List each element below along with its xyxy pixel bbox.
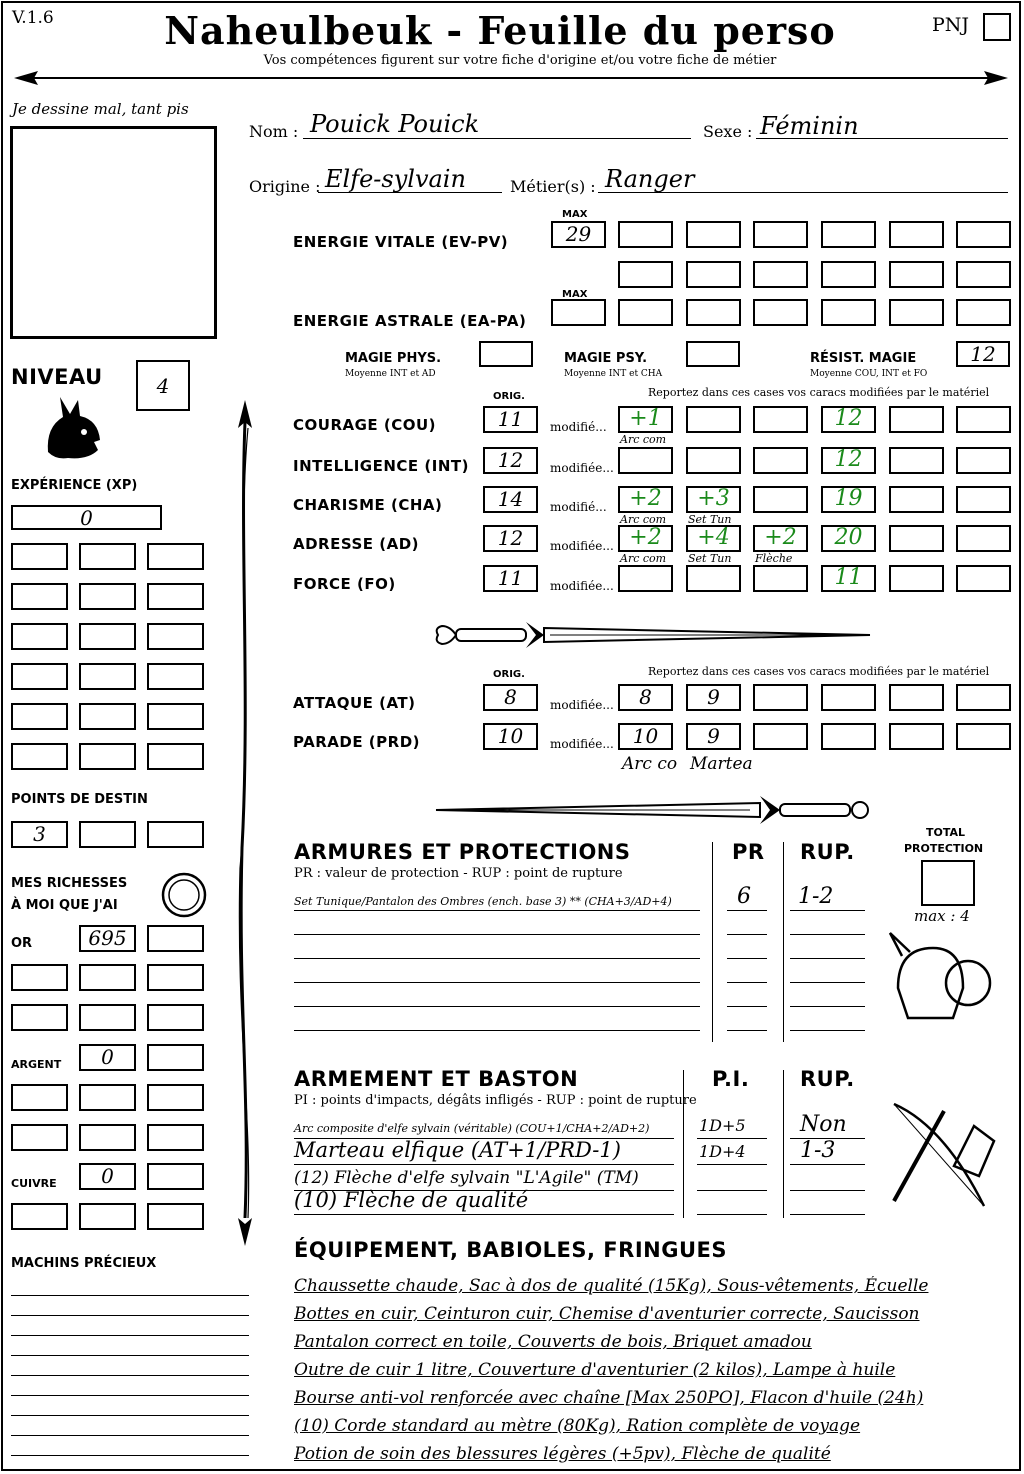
xp-box[interactable] [147,703,204,730]
magie-phys-box[interactable] [479,341,533,367]
argent-box-6[interactable] [11,1124,68,1151]
combat-mod-box[interactable] [889,723,944,750]
xp-box[interactable] [79,543,136,570]
cuivre-box-5[interactable] [147,1203,204,1230]
armor-pr-line[interactable] [727,934,767,935]
ev-label: ENERGIE VITALE (EV-PV) [293,233,509,251]
or-box-3[interactable] [11,964,68,991]
page-subtitle: Vos compétences figurent sur votre fiche d'origine et/ou votre fiche de métier [263,53,777,68]
stat-extra-box[interactable] [889,447,944,474]
pi-header: P.I. [712,1067,750,1091]
weapon-pi-line[interactable] [697,1164,767,1165]
ea-row-box-1[interactable] [686,299,741,326]
stat-mod-box[interactable]: +1 [618,406,673,433]
xp-box[interactable] [147,543,204,570]
stat-final-box[interactable]: 12 [821,447,876,474]
armor-rup-line[interactable] [790,934,865,935]
stat-extra-box[interactable] [889,486,944,513]
destin-box-1[interactable]: 3 [11,821,68,848]
pnj-label: PNJ [932,14,970,36]
stat-mod-box[interactable] [686,565,741,592]
weapon-line[interactable] [294,1164,674,1165]
armor-pr-line[interactable] [727,910,767,911]
metier-label: Métier(s) : [510,177,596,196]
precious-line[interactable] [11,1455,249,1456]
stat-mod-label: modifié... [550,420,607,434]
xp-box[interactable] [79,743,136,770]
weapon-name: Marteau elfique (AT+1/PRD-1) [294,1138,621,1162]
stat-mod-note: Set Tun [688,513,732,526]
stat-mod-note: Arc com [620,552,667,565]
armor-rup-line[interactable] [790,1030,865,1031]
page-title: Naheulbeuk - Feuille du perso [164,8,836,53]
resist-magie-note: Moyenne COU, INT et FO [810,369,928,379]
stat-mod-box[interactable] [753,406,808,433]
precious-line[interactable] [11,1435,249,1436]
weapon-pi-line[interactable] [697,1138,767,1139]
stat-extra-box[interactable] [889,565,944,592]
ev-max-label: MAX [562,209,588,220]
stat-orig-box[interactable]: 12 [483,525,538,552]
stat-label: COURAGE (COU) [293,416,437,434]
xp-box[interactable] [147,623,204,650]
equipment-line[interactable]: Potion de soin des blessures légères (+5pv), Flèche de qualité [294,1444,831,1464]
weapon-pi: 1D+4 [699,1142,746,1161]
xp-box[interactable] [79,703,136,730]
stat-mod-label: modifiée... [550,579,614,593]
combat-mod-box[interactable]: 8 [618,684,673,711]
precious-line[interactable] [11,1335,249,1336]
magie-phys-label: MAGIE PHYS. [345,351,442,366]
or-box-6[interactable] [11,1004,68,1031]
xp-box[interactable]: 0 [11,505,162,530]
rup-header-2: RUP. [800,1067,855,1091]
ea-row-box-3[interactable] [821,299,876,326]
orig-label: ORIG. [493,391,525,402]
armor-pr-line[interactable] [727,958,767,959]
ev-row1-box-5[interactable] [956,221,1011,248]
stat-mod-label: modifié... [550,500,607,514]
weapon-rup: 1-3 [800,1138,836,1163]
stat-orig-box[interactable]: 14 [483,486,538,513]
helmet-shield-icon [888,928,998,1033]
origine-value[interactable]: Elfe-sylvain [325,165,466,193]
armor-line[interactable] [294,1006,700,1007]
stat-mod-box[interactable] [618,447,673,474]
armor-line[interactable] [294,934,700,935]
argent-box[interactable]: 0 [79,1044,136,1071]
equipment-line[interactable]: (10) Corde standard au mètre (80Kg), Ration complète de voyage [294,1416,861,1436]
xp-box[interactable] [79,623,136,650]
weapons-icon [884,1096,1004,1214]
stat-orig-box[interactable]: 11 [483,406,538,433]
stat-final-box[interactable]: 11 [821,565,876,592]
stat-mod-box[interactable] [753,447,808,474]
machins-label: MACHINS PRÉCIEUX [11,1256,157,1271]
stat-mod-box[interactable]: +2 [753,525,808,552]
combat-mod-box[interactable] [889,684,944,711]
stat-extra-box[interactable] [956,486,1011,513]
ev-max-box[interactable]: 29 [551,221,606,248]
armement-note: PI : points d'impacts, dégâts infligés - RUP : point de rupture [294,1093,697,1108]
weapon-rup-line[interactable] [790,1214,865,1215]
combat-mod-label: modifiée... [550,698,614,712]
ea-label: ENERGIE ASTRALE (EA-PA) [293,312,527,330]
resist-magie-label: RÉSIST. MAGIE [810,351,917,366]
ea-row-box-5[interactable] [956,299,1011,326]
niveau-box[interactable]: 4 [136,360,190,411]
or-box-7[interactable] [79,1004,136,1031]
weapon-name: (12) Flèche d'elfe sylvain "L'Agile" (TM) [294,1168,639,1188]
or-box[interactable]: 695 [79,925,136,952]
stat-mod-box[interactable]: +2 [618,525,673,552]
stat-mod-box[interactable] [686,447,741,474]
armure-title: ARMURES ET PROTECTIONS [294,840,631,864]
armor-rup-line[interactable] [790,910,865,911]
precious-line[interactable] [11,1315,249,1316]
armor-rup-line[interactable] [790,1006,865,1007]
ev-row1-box-3[interactable] [821,221,876,248]
nom-value[interactable]: Pouick Pouick [310,110,480,138]
total-protection-box[interactable] [921,860,975,906]
precious-line[interactable] [11,1395,249,1396]
portrait-box[interactable] [10,126,217,339]
combat-note-1: Arc co [622,754,678,774]
equipment-line[interactable]: Chaussette chaude, Sac à dos de qualité (15Kg), Sous-vêtements, Écuelle [294,1276,929,1296]
stat-label: INTELLIGENCE (INT) [293,457,469,475]
equipment-line[interactable]: Bourse anti-vol renforcée avec chaîne [Max 250PO], Flacon d'huile (24h) [294,1388,924,1408]
protection-label: PROTECTION [904,842,984,855]
ev-row1-box-1[interactable] [686,221,741,248]
precious-line[interactable] [11,1355,249,1356]
dragon-icon [38,392,108,464]
stat-extra-box[interactable] [956,406,1011,433]
xp-box[interactable] [11,583,68,610]
xp-label: EXPÉRIENCE (XP) [11,478,138,493]
max-protection-label: max : 4 [914,907,970,925]
magie-psy-note: Moyenne INT et CHA [564,369,663,379]
stat-mod-box[interactable] [753,565,808,592]
argent-box-4[interactable] [79,1084,136,1111]
armor-pr-line[interactable] [727,1030,767,1031]
coin-icon [160,871,208,919]
argent-box-5[interactable] [147,1084,204,1111]
weapon-name: (10) Flèche de qualité [294,1188,529,1212]
combat-mod-box[interactable]: 9 [686,723,741,750]
or-label: OR [11,936,33,951]
portrait-caption: Je dessine mal, tant pis [12,100,189,118]
stat-extra-box[interactable] [889,406,944,433]
weapon-pi: 1D+5 [699,1116,746,1135]
or-box-2[interactable] [147,925,204,952]
origine-label: Origine : [249,177,321,196]
ea-row-box-4[interactable] [889,299,944,326]
magie-psy-label: MAGIE PSY. [564,351,648,366]
stat-mod-label: modifiée... [550,539,614,553]
ev-row1-box-4[interactable] [889,221,944,248]
sword-icon [430,614,875,656]
xp-box[interactable] [147,663,204,690]
xp-box[interactable] [11,543,68,570]
stat-orig-box[interactable]: 11 [483,565,538,592]
magie-phys-note: Moyenne INT et AD [345,369,436,379]
stat-label: FORCE (FO) [293,575,396,593]
armure-note: PR : valeur de protection - RUP : point de rupture [294,866,623,881]
argent-box-3[interactable] [11,1084,68,1111]
stat-label: CHARISME (CHA) [293,496,443,514]
magie-psy-box[interactable] [686,341,740,367]
spear-divider-icon [8,66,1012,90]
weapon-pi-line[interactable] [697,1214,767,1215]
stat-mod-box[interactable]: +4 [686,525,741,552]
stat-mod-note: Arc com [620,433,667,446]
xp-box[interactable] [79,583,136,610]
armor-pr-line[interactable] [727,1006,767,1007]
ev-row1-box-2[interactable] [753,221,808,248]
stat-final-box[interactable]: 12 [821,406,876,433]
report-note-2: Reportez dans ces cases vos caracs modifiées par le matériel [648,665,990,678]
stat-label: ADRESSE (AD) [293,535,420,553]
armor-name: Set Tunique/Pantalon des Ombres (ench. base 3) ** (CHA+3/AD+4) [294,895,672,908]
ev-row2-box-2[interactable] [753,261,808,288]
rup-header: RUP. [800,840,855,864]
xp-box[interactable] [11,663,68,690]
weapon-line[interactable] [294,1214,674,1215]
equipment-line[interactable]: Outre de cuir 1 litre, Couverture d'aventurier (2 kilos), Lampe à huile [294,1360,896,1380]
ev-row2-box-1[interactable] [686,261,741,288]
stat-final-box[interactable]: 20 [821,525,876,552]
stat-mod-box[interactable]: +2 [618,486,673,513]
stat-mod-box[interactable] [686,406,741,433]
combat-mod-box[interactable] [753,723,808,750]
xp-box[interactable] [11,703,68,730]
xp-box[interactable] [147,583,204,610]
resist-magie-box[interactable]: 12 [956,341,1010,367]
weapon-pi-line[interactable] [697,1190,767,1191]
weapon-rup-line[interactable] [790,1164,865,1165]
or-box-4[interactable] [79,964,136,991]
stat-mod-note: Arc com [620,513,667,526]
argent-box-7[interactable] [79,1124,136,1151]
spear-icon [230,398,260,1248]
precious-line[interactable] [11,1415,249,1416]
cuivre-label: CUIVRE [11,1177,57,1190]
combat-label: ATTAQUE (AT) [293,694,416,712]
combat-mod-box[interactable] [956,723,1011,750]
xp-box[interactable] [11,623,68,650]
combat-mod-box[interactable] [821,684,876,711]
or-box-5[interactable] [147,964,204,991]
combat-mod-box[interactable]: 9 [686,684,741,711]
combat-orig-box[interactable]: 8 [483,684,538,711]
stat-extra-box[interactable] [889,525,944,552]
armor-line[interactable] [294,1030,700,1031]
stat-mod-box[interactable]: +3 [686,486,741,513]
stat-mod-box[interactable] [753,486,808,513]
destin-label: POINTS DE DESTIN [11,792,148,807]
xp-box[interactable] [147,743,204,770]
armor-rup-line[interactable] [790,982,865,983]
equipement-title: ÉQUIPEMENT, BABIOLES, FRINGUES [294,1238,727,1262]
armor-line[interactable] [294,910,700,911]
ev-row2-box-0[interactable] [618,261,673,288]
armor-pr-line[interactable] [727,982,767,983]
argent-box-8[interactable] [147,1124,204,1151]
pr-header: PR [732,840,765,864]
combat-note-2: Martea [690,754,753,774]
ev-row2-box-4[interactable] [889,261,944,288]
xp-box[interactable] [79,663,136,690]
ea-row-box-2[interactable] [753,299,808,326]
argent-label: ARGENT [11,1058,62,1071]
orig-label-2: ORIG. [493,669,525,680]
nom-label: Nom : [249,122,299,141]
destin-box-3[interactable] [147,821,204,848]
combat-mod-box[interactable] [956,684,1011,711]
sexe-value[interactable]: Féminin [760,112,859,140]
armor-rup-line[interactable] [790,958,865,959]
stat-mod-note: Flèche [755,552,793,565]
combat-mod-box[interactable] [753,684,808,711]
ev-row1-box-0[interactable] [618,221,673,248]
combat-orig-box[interactable]: 10 [483,723,538,750]
ea-max-label: MAX [562,289,588,300]
destin-box-2[interactable] [79,821,136,848]
report-note: Reportez dans ces cases vos caracs modifiées par le matériel [648,386,990,399]
stat-mod-box[interactable] [618,565,673,592]
cuivre-box-4[interactable] [79,1203,136,1230]
combat-mod-box[interactable]: 10 [618,723,673,750]
argent-box-2[interactable] [147,1044,204,1071]
equipment-line[interactable]: Bottes en cuir, Ceinturon cuir, Chemise d'aventurier correcte, Saucisson [294,1304,920,1324]
version-label: V.1.6 [12,8,54,28]
stat-final-box[interactable]: 19 [821,486,876,513]
armor-line[interactable] [294,958,700,959]
richesses-label: MES RICHESSES [11,876,128,891]
xp-box[interactable] [11,743,68,770]
weapon-rup-line[interactable] [790,1190,865,1191]
or-box-8[interactable] [147,1004,204,1031]
combat-mod-label: modifiée... [550,737,614,751]
stat-extra-box[interactable] [956,525,1011,552]
cuivre-box-3[interactable] [11,1203,68,1230]
ea-max-box[interactable] [551,299,606,326]
stat-orig-box[interactable]: 12 [483,447,538,474]
sexe-label: Sexe : [703,122,753,141]
sword-icon-2 [430,790,875,830]
ev-row2-box-3[interactable] [821,261,876,288]
ea-row-box-0[interactable] [618,299,673,326]
armement-title: ARMEMENT ET BASTON [294,1067,579,1091]
weapon-name: Arc composite d'elfe sylvain (véritable) (COU+1/CHA+2/AD+2) [294,1122,650,1135]
niveau-label: NIVEAU [11,365,103,389]
armor-pr: 6 [737,884,751,909]
cuivre-box[interactable]: 0 [79,1163,136,1190]
metier-value[interactable]: Ranger [605,165,695,193]
stat-mod-note: Set Tun [688,552,732,565]
ev-row2-box-5[interactable] [956,261,1011,288]
equipment-line[interactable]: Pantalon correct en toile, Couverts de bois, Briquet amadou [294,1332,812,1352]
stat-mod-label: modifiée... [550,461,614,475]
armor-rup: 1-2 [798,884,834,909]
stat-extra-box[interactable] [956,447,1011,474]
precious-line[interactable] [11,1295,249,1296]
richesses-label-2: À MOI QUE J'AI [11,898,118,913]
combat-label: PARADE (PRD) [293,733,421,751]
armor-line[interactable] [294,982,700,983]
precious-line[interactable] [11,1375,249,1376]
pnj-checkbox[interactable] [983,13,1011,41]
combat-mod-box[interactable] [821,723,876,750]
cuivre-box-2[interactable] [147,1163,204,1190]
weapon-rup: Non [800,1112,847,1137]
stat-extra-box[interactable] [956,565,1011,592]
total-label: TOTAL [926,826,966,839]
